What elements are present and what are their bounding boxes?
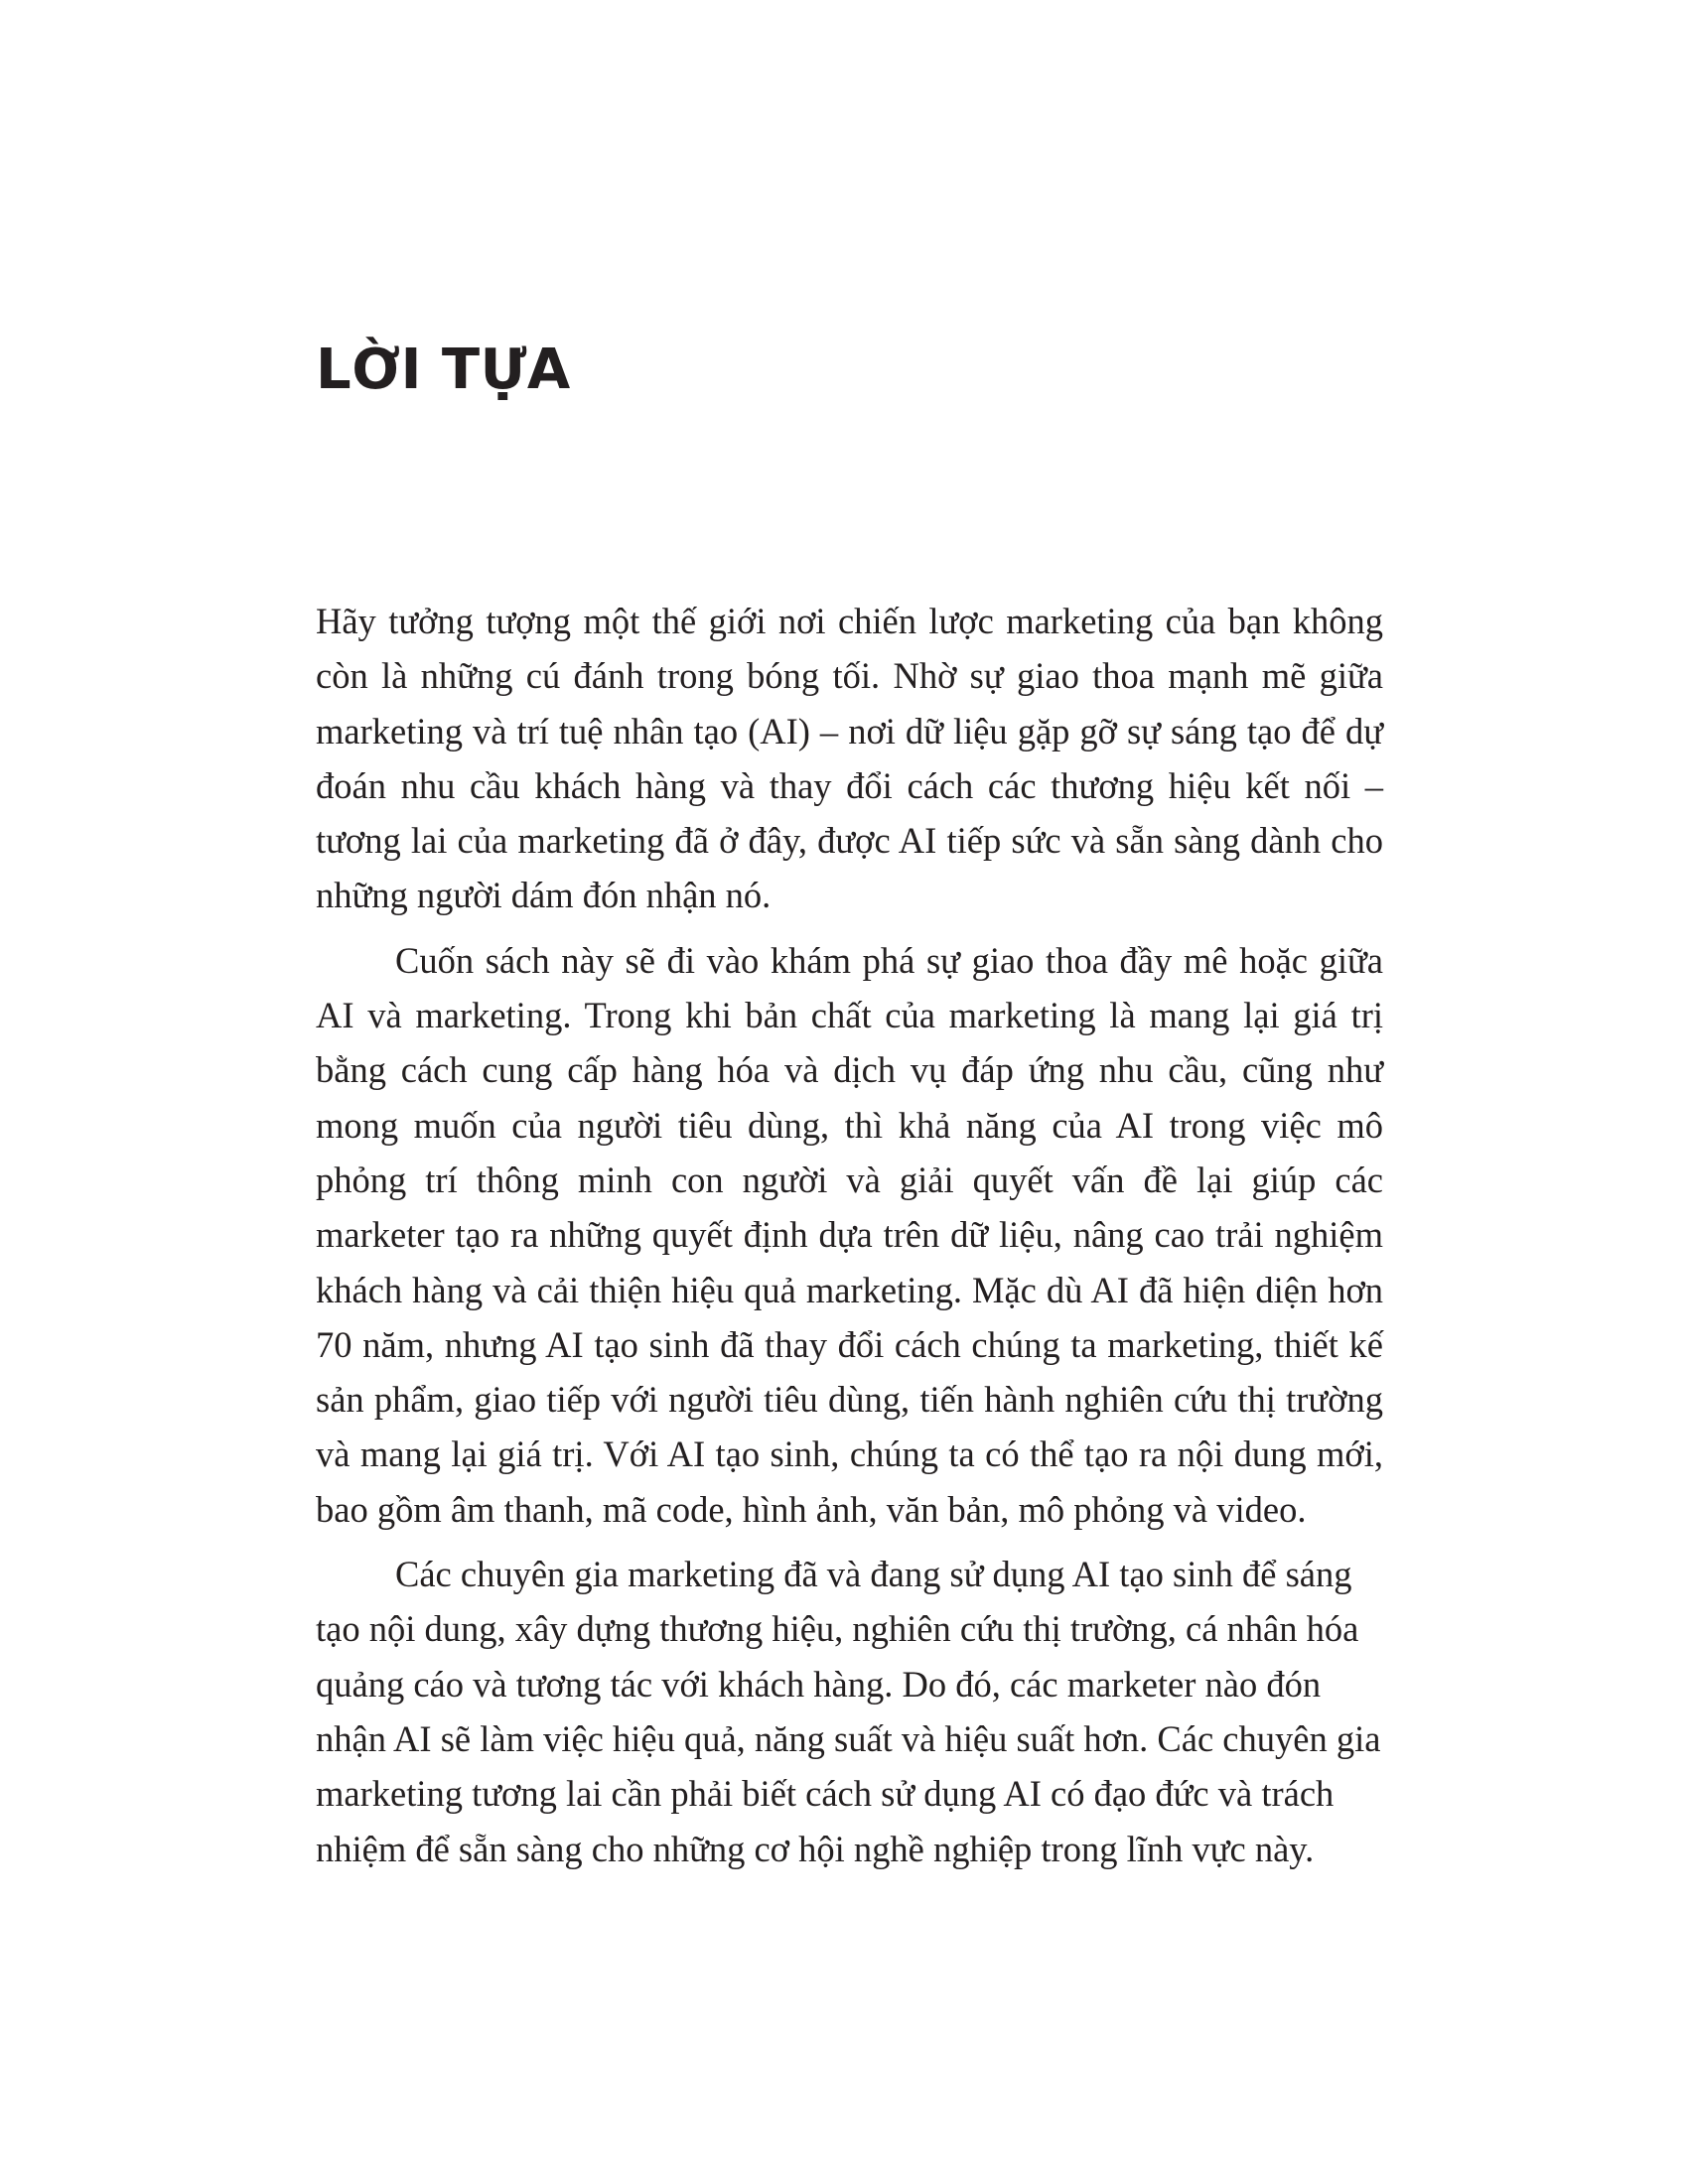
paragraph-2: Cuốn sách này sẽ đi vào khám phá sự giao thoa đầy mê hoặc giữa AI và marketing. Trong khi bản chất của marketing là mang lại giá trị bằng cách cung cấp hàng hóa và dịch vụ đáp ứng nhu cầu, cũng như mong muốn của người tiêu dùng, thì khả năng của AI trong việc mô phỏng trí thông minh con người và giải quyết vấn đề lại giúp các marketer tạo ra những quyết định dựa trên dữ liệu, nâng cao trải nghiệm khách hàng và cải thiện hiệu quả marketing. Mặc dù AI đã hiện diện hơn 70 năm, nhưng AI tạo sinh đã thay đổi cách chúng ta marketing, thiết kế sản phẩm, giao tiếp với người tiêu dùng, tiến hành nghiên cứu thị trường và mang lại giá trị. Với AI tạo sinh, chúng ta có thể tạo ra nội dung mới, bao gồm âm thanh, mã code, hình ảnh, văn bản, mô phỏng và video. [316,939,1383,1530]
chapter-title: LỜI TỰA [316,338,571,402]
paragraph-1: Hãy tưởng tượng một thế giới nơi chiến lược marketing của bạn không còn là những cú đánh trong bóng tối. Nhờ sự giao thoa mạnh mẽ giữa marketing và trí tuệ nhân tạo (AI) – nơi dữ liệu gặp gỡ sự sáng tạo để dự đoán nhu cầu khách hàng và thay đổi cách các thương hiệu kết nối – tương lai của marketing đã ở đây, được AI tiếp sức và sẵn sàng dành cho những người dám đón nhận nó. [316,601,1383,916]
body-text [316,594,1383,1886]
paragraph-3: Các chuyên gia marketing đã và đang sử dụng AI tạo sinh để sáng tạo nội dung, xây dựng thương hiệu, nghiên cứu thị trường, cá nhân hóa quảng cáo và tương tác với khách hàng. Do đó, các marketer nào đón nhận AI sẽ làm việc hiệu quả, năng suất và hiệu suất hơn. Các chuyên gia marketing tương lai cần phải biết cách sử dụng AI có đạo đức và trách nhiệm để sẵn sàng cho những cơ hội nghề nghiệp trong lĩnh vực này. [316,1554,1381,1869]
